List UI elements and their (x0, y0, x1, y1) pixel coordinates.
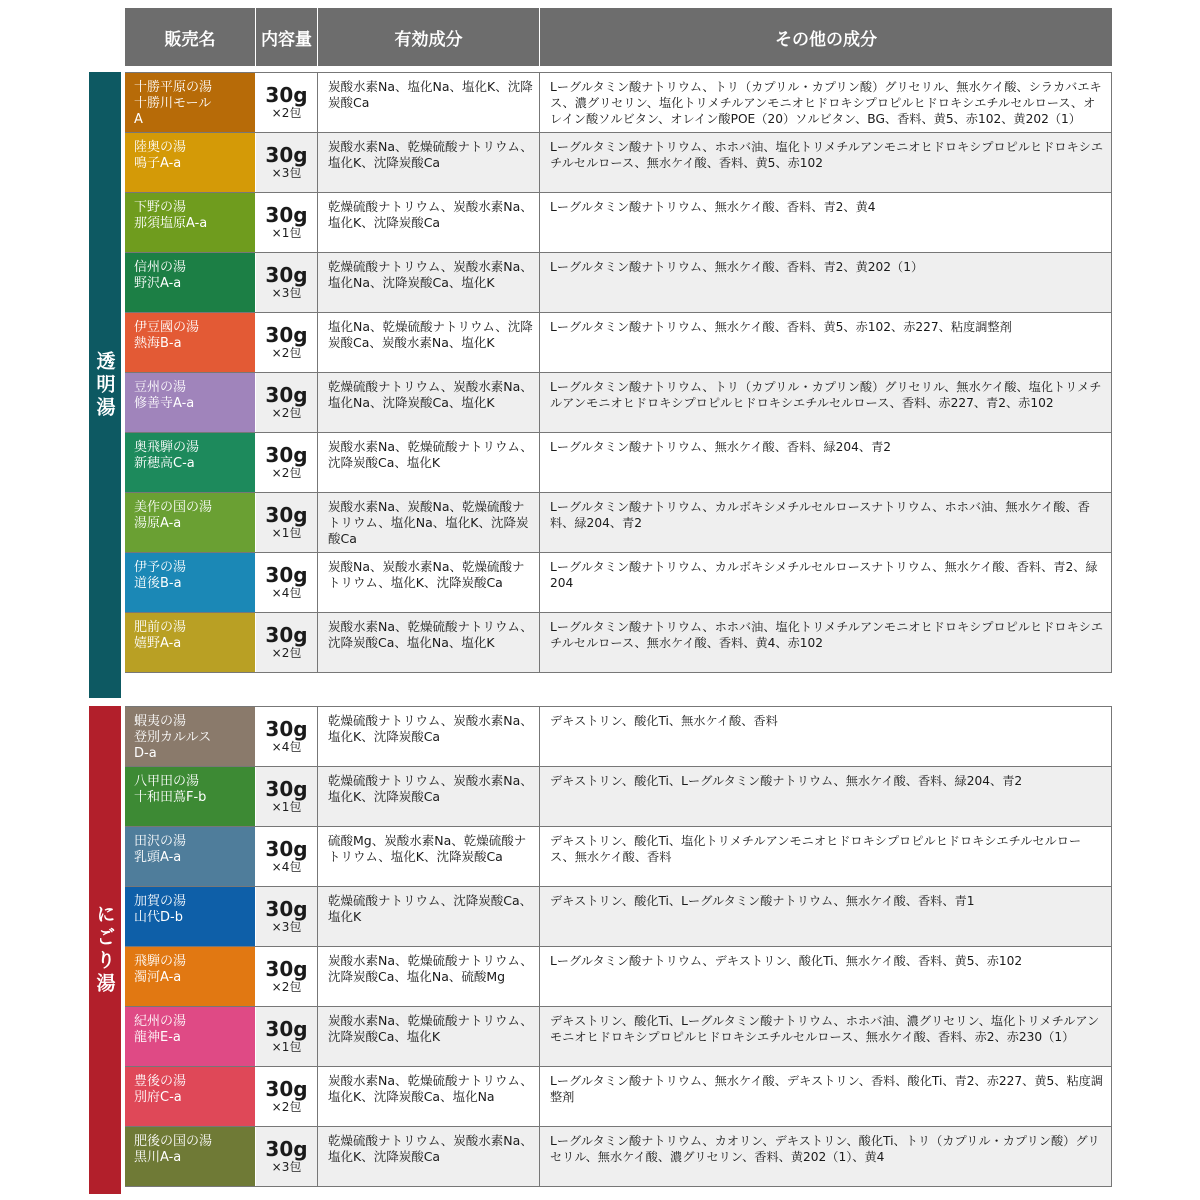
capacity-packs: ×4包 (271, 859, 302, 874)
header-active-ingredients: 有効成分 (318, 8, 540, 66)
active-ingredients: 乾燥硫酸ナトリウム、炭酸水素Na、塩化Na、沈降炭酸Ca、塩化K (318, 373, 540, 432)
table-row (125, 947, 1112, 1007)
table-row (125, 887, 1112, 947)
capacity-cell (256, 493, 318, 552)
clear-bath-table (125, 72, 1112, 673)
product-name: 十勝平原の湯 十勝川モール A (125, 73, 256, 132)
other-ingredients: デキストリン、酸化Ti、無水ケイ酸、香料 (540, 707, 1112, 766)
capacity-cell (256, 313, 318, 372)
other-ingredients: Lーグルタミン酸ナトリウム、カオリン、デキストリン、酸化Ti、トリ（カプリル・カプリン酸）グリセリル、無水ケイ酸、濃グリセリン、香料、黄202（1）、黄4 (540, 1127, 1112, 1186)
other-ingredients: Lーグルタミン酸ナトリウム、無水ケイ酸、香料、青2、黄202（1） (540, 253, 1112, 312)
capacity-cell (256, 1067, 318, 1126)
capacity-weight: 30g (265, 562, 308, 587)
header-capacity: 内容量 (256, 8, 318, 66)
other-ingredients: Lーグルタミン酸ナトリウム、トリ（カプリル・カプリン酸）グリセリル、無水ケイ酸、塩化トリメチルアンモニオヒドロキシプロピルヒドロキシエチルセルロース、香料、赤227、青2、赤102 (540, 373, 1112, 432)
capacity-packs: ×2包 (271, 645, 302, 660)
product-name: 奥飛騨の湯 新穂高C-a (125, 433, 256, 492)
table-row (125, 707, 1112, 767)
capacity-cell (256, 433, 318, 492)
active-ingredients: 炭酸水素Na、乾燥硫酸ナトリウム、塩化K、沈降炭酸Ca (318, 133, 540, 192)
capacity-packs: ×2包 (271, 465, 302, 480)
table-row (125, 373, 1112, 433)
capacity-packs: ×3包 (271, 919, 302, 934)
capacity-weight: 30g (265, 896, 308, 921)
capacity-weight: 30g (265, 776, 308, 801)
capacity-packs: ×2包 (271, 345, 302, 360)
table-row (125, 313, 1112, 373)
active-ingredients: 炭酸水素Na、乾燥硫酸ナトリウム、塩化K、沈降炭酸Ca、塩化Na (318, 1067, 540, 1126)
capacity-cell (256, 1127, 318, 1186)
other-ingredients: Lーグルタミン酸ナトリウム、デキストリン、酸化Ti、無水ケイ酸、香料、黄5、赤102 (540, 947, 1112, 1006)
other-ingredients: Lーグルタミン酸ナトリウム、ホホバ油、塩化トリメチルアンモニオヒドロキシプロピルヒドロキシエチルセルロース、無水ケイ酸、香料、黄4、赤102 (540, 613, 1112, 672)
product-name: 陸奥の湯 鳴子A-a (125, 133, 256, 192)
table-row (125, 433, 1112, 493)
capacity-weight: 30g (265, 322, 308, 347)
capacity-cell (256, 73, 318, 132)
active-ingredients: 炭酸水素Na、乾燥硫酸ナトリウム、沈降炭酸Ca、塩化K (318, 1007, 540, 1066)
table-row (125, 613, 1112, 673)
capacity-cell (256, 947, 318, 1006)
product-name: 豊後の湯 別府C-a (125, 1067, 256, 1126)
table-row (125, 493, 1112, 553)
capacity-cell (256, 133, 318, 192)
other-ingredients: デキストリン、酸化Ti、Lーグルタミン酸ナトリウム、ホホバ油、濃グリセリン、塩化トリメチルアンモニオヒドロキシプロピルヒドロキシエチルセルロース、無水ケイ酸、香料、赤2、赤230（1） (540, 1007, 1112, 1066)
table-row (125, 767, 1112, 827)
capacity-cell (256, 373, 318, 432)
active-ingredients: 乾燥硫酸ナトリウム、炭酸水素Na、塩化K、沈降炭酸Ca (318, 707, 540, 766)
table-row (125, 253, 1112, 313)
capacity-packs: ×1包 (271, 225, 302, 240)
capacity-cell (256, 767, 318, 826)
cloudy-bath-table (125, 706, 1112, 1187)
capacity-packs: ×4包 (271, 739, 302, 754)
product-name: 田沢の湯 乳頭A-a (125, 827, 256, 886)
product-name: 肥前の湯 嬉野A-a (125, 613, 256, 672)
header-name: 販売名 (125, 8, 256, 66)
capacity-packs: ×3包 (271, 285, 302, 300)
product-name: 加賀の湯 山代D-b (125, 887, 256, 946)
active-ingredients: 硫酸Mg、炭酸水素Na、乾燥硫酸ナトリウム、塩化K、沈降炭酸Ca (318, 827, 540, 886)
group-label-cloudy: にごり湯 (89, 706, 121, 1194)
capacity-packs: ×1包 (271, 1039, 302, 1054)
capacity-weight: 30g (265, 716, 308, 741)
product-name: 美作の国の湯 湯原A-a (125, 493, 256, 552)
capacity-cell (256, 1007, 318, 1066)
other-ingredients: Lーグルタミン酸ナトリウム、無水ケイ酸、香料、青2、黄4 (540, 193, 1112, 252)
active-ingredients: 炭酸Na、炭酸水素Na、乾燥硫酸ナトリウム、塩化K、沈降炭酸Ca (318, 553, 540, 612)
product-name: 豆州の湯 修善寺A-a (125, 373, 256, 432)
group-label-clear: 透明湯 (89, 72, 121, 698)
capacity-weight: 30g (265, 836, 308, 861)
active-ingredients: 炭酸水素Na、乾燥硫酸ナトリウム、沈降炭酸Ca、塩化Na、硫酸Mg (318, 947, 540, 1006)
product-name: 紀州の湯 龍神E-a (125, 1007, 256, 1066)
active-ingredients: 炭酸水素Na、塩化Na、塩化K、沈降炭酸Ca (318, 73, 540, 132)
capacity-weight: 30g (265, 956, 308, 981)
other-ingredients: Lーグルタミン酸ナトリウム、無水ケイ酸、香料、黄5、赤102、赤227、粘度調整剤 (540, 313, 1112, 372)
capacity-packs: ×1包 (271, 525, 302, 540)
capacity-weight: 30g (265, 142, 308, 167)
active-ingredients: 乾燥硫酸ナトリウム、炭酸水素Na、塩化K、沈降炭酸Ca (318, 767, 540, 826)
table-row (125, 1067, 1112, 1127)
capacity-packs: ×2包 (271, 979, 302, 994)
other-ingredients: Lーグルタミン酸ナトリウム、トリ（カプリル・カプリン酸）グリセリル、無水ケイ酸、シラカバエキス、濃グリセリン、塩化トリメチルアンモニオヒドロキシプロピルヒドロキシエチルセルロース、オレイン酸ソルビタン、オレイン酸POE（20）ソルビタン、BG、香料、黄5、赤102、黄202（1） (540, 73, 1112, 132)
other-ingredients: Lーグルタミン酸ナトリウム、無水ケイ酸、デキストリン、香料、酸化Ti、青2、赤227、黄5、粘度調整剤 (540, 1067, 1112, 1126)
capacity-packs: ×3包 (271, 165, 302, 180)
capacity-weight: 30g (265, 1076, 308, 1101)
capacity-cell (256, 827, 318, 886)
other-ingredients: Lーグルタミン酸ナトリウム、カルボキシメチルセルロースナトリウム、ホホバ油、無水ケイ酸、香料、緑204、青2 (540, 493, 1112, 552)
capacity-cell (256, 707, 318, 766)
table-row (125, 133, 1112, 193)
table-row (125, 1007, 1112, 1067)
capacity-cell (256, 553, 318, 612)
product-name: 伊豆國の湯 熱海B-a (125, 313, 256, 372)
capacity-packs: ×4包 (271, 585, 302, 600)
capacity-packs: ×3包 (271, 1159, 302, 1174)
other-ingredients: Lーグルタミン酸ナトリウム、無水ケイ酸、香料、緑204、青2 (540, 433, 1112, 492)
capacity-weight: 30g (265, 502, 308, 527)
product-name: 信州の湯 野沢A-a (125, 253, 256, 312)
active-ingredients: 炭酸水素Na、乾燥硫酸ナトリウム、沈降炭酸Ca、塩化K (318, 433, 540, 492)
other-ingredients: Lーグルタミン酸ナトリウム、カルボキシメチルセルロースナトリウム、無水ケイ酸、香料、青2、緑204 (540, 553, 1112, 612)
active-ingredients: 乾燥硫酸ナトリウム、炭酸水素Na、塩化Na、沈降炭酸Ca、塩化K (318, 253, 540, 312)
active-ingredients: 炭酸水素Na、炭酸Na、乾燥硫酸ナトリウム、塩化Na、塩化K、沈降炭酸Ca (318, 493, 540, 552)
other-ingredients: デキストリン、酸化Ti、Lーグルタミン酸ナトリウム、無水ケイ酸、香料、緑204、青2 (540, 767, 1112, 826)
capacity-weight: 30g (265, 382, 308, 407)
product-name: 飛騨の湯 濁河A-a (125, 947, 256, 1006)
other-ingredients: Lーグルタミン酸ナトリウム、ホホバ油、塩化トリメチルアンモニオヒドロキシプロピルヒドロキシエチルセルロース、無水ケイ酸、香料、黄5、赤102 (540, 133, 1112, 192)
table-row (125, 73, 1112, 133)
capacity-cell (256, 887, 318, 946)
capacity-cell (256, 193, 318, 252)
table-row (125, 193, 1112, 253)
capacity-weight: 30g (265, 262, 308, 287)
capacity-weight: 30g (265, 202, 308, 227)
active-ingredients: 炭酸水素Na、乾燥硫酸ナトリウム、沈降炭酸Ca、塩化Na、塩化K (318, 613, 540, 672)
product-name: 蝦夷の湯 登別カルルス D-a (125, 707, 256, 766)
capacity-cell (256, 253, 318, 312)
capacity-weight: 30g (265, 442, 308, 467)
active-ingredients: 乾燥硫酸ナトリウム、炭酸水素Na、塩化K、沈降炭酸Ca (318, 1127, 540, 1186)
table-header (125, 8, 1112, 66)
active-ingredients: 乾燥硫酸ナトリウム、沈降炭酸Ca、塩化K (318, 887, 540, 946)
capacity-weight: 30g (265, 1136, 308, 1161)
capacity-packs: ×2包 (271, 405, 302, 420)
capacity-weight: 30g (265, 622, 308, 647)
product-name: 八甲田の湯 十和田蔦F-b (125, 767, 256, 826)
capacity-packs: ×2包 (271, 105, 302, 120)
capacity-weight: 30g (265, 82, 308, 107)
capacity-packs: ×1包 (271, 799, 302, 814)
table-row (125, 827, 1112, 887)
product-name: 伊予の湯 道後B-a (125, 553, 256, 612)
product-name: 肥後の国の湯 黒川A-a (125, 1127, 256, 1186)
active-ingredients: 塩化Na、乾燥硫酸ナトリウム、沈降炭酸Ca、炭酸水素Na、塩化K (318, 313, 540, 372)
header-other-ingredients: その他の成分 (775, 29, 877, 50)
capacity-weight: 30g (265, 1016, 308, 1041)
capacity-packs: ×2包 (271, 1099, 302, 1114)
other-ingredients: デキストリン、酸化Ti、塩化トリメチルアンモニオヒドロキシプロピルヒドロキシエチルセルロース、無水ケイ酸、香料 (540, 827, 1112, 886)
active-ingredients: 乾燥硫酸ナトリウム、炭酸水素Na、塩化K、沈降炭酸Ca (318, 193, 540, 252)
capacity-cell (256, 613, 318, 672)
table-row (125, 1127, 1112, 1187)
table-row (125, 553, 1112, 613)
product-name: 下野の湯 那須塩原A-a (125, 193, 256, 252)
other-ingredients: デキストリン、酸化Ti、Lーグルタミン酸ナトリウム、無水ケイ酸、香料、青1 (540, 887, 1112, 946)
